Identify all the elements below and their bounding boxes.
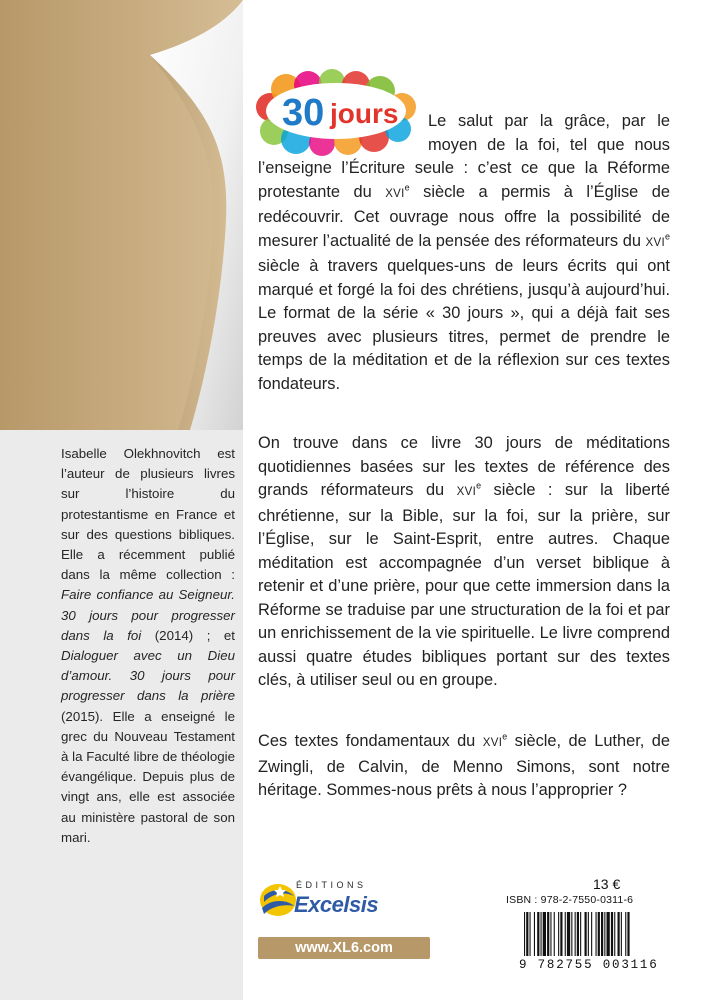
- bio-book-title-2: Dialoguer avec un Dieu d’amour. 30 jours pour progresser dans la prière: [61, 648, 235, 704]
- page-curl-graphic: [0, 0, 243, 430]
- barcode-bar: [585, 912, 587, 956]
- publisher-editions-label: ÉDITIONS: [296, 880, 367, 890]
- barcode-bar: [621, 912, 622, 956]
- barcode-bar: [537, 912, 539, 956]
- p3-text-1: Ces textes fondamentaux du: [258, 732, 483, 750]
- p3-text-2: siècle, de Luther, de Zwingli, de Calvin, de Menno Simons, sont notre héritage. Sommes-nous prêts à nous l’approprier ?: [258, 732, 670, 799]
- barcode-bar: [534, 912, 535, 956]
- century-numeral: XVI: [456, 486, 477, 498]
- publisher-name: Excelsis: [294, 892, 379, 917]
- barcode-bar: [577, 912, 579, 956]
- century-numeral: XVI: [645, 236, 665, 249]
- p2-text-2: siècle : sur la liberté chrétienne, sur la Bible, sur la foi, sur la prière, sur l’Église, sur le Saint-Esprit, entre autres. Chaque méditation est accompagnée d’un verset biblique à retenir et d’une prière, pour que cette immersion dans la Réforme se traduise par une structuration de la foi et par un enrichissement de la vie spirituelle. Le livre comprend aussi quatre études bibliques portant sur des textes clés, à utiliser seul ou en groupe.: [258, 481, 671, 689]
- logo-word: jours: [330, 98, 399, 129]
- intro-text-2: siècle a permis à l’Église de redécouvrir. Cet ouvrage nous offre la possibilité de mesurer l’actualité de la pensée des réformateurs du: [258, 182, 670, 250]
- publisher-url[interactable]: www.XL6.com: [258, 937, 430, 959]
- barcode-bar: [530, 912, 531, 956]
- century-numeral: XVI: [482, 737, 503, 749]
- barcode-bar: [571, 912, 572, 956]
- barcode-bar: [541, 912, 542, 956]
- barcode-bar: [588, 912, 589, 956]
- isbn: ISBN : 978-2-7550-0311-6: [506, 894, 634, 906]
- second-paragraph: [258, 432, 670, 693]
- intro-text-1: Le salut par la grâce, par le moyen de la foi, tel que nous l’enseigne l’Écriture seule : c’est ce que la Réforme protestante du: [258, 112, 670, 201]
- barcode-bar: [550, 912, 551, 956]
- barcode-bar: [554, 912, 555, 956]
- intro-paragraph: [258, 110, 670, 396]
- barcode-bar: [526, 912, 528, 956]
- p2-text-1: On trouve dans ce livre 30 jours de méditations quotidiennes basées sur les textes de référence des grands réformateurs du: [258, 434, 670, 499]
- logo-number: 30: [282, 92, 325, 134]
- barcode-bar: [625, 912, 626, 956]
- barcode-bar: [596, 912, 597, 956]
- superscript: e: [404, 182, 410, 193]
- third-paragraph: [258, 730, 670, 803]
- barcode-bar: [575, 912, 576, 956]
- barcode-bar: [567, 912, 570, 956]
- barcode-bar: [607, 912, 610, 956]
- barcode-bar: [601, 912, 603, 956]
- barcode-bar: [604, 912, 605, 956]
- intro-text-3: siècle à travers quelques-uns de leurs écrits qui ont marqué et forgé la foi des chrétiens, jusqu’à aujourd’hui. Le format de la série « 30 jours », qui a déjà fait ses preuves avec plusieurs titres, permet de prendre le temps de la méditation et de la réflexion sur ces textes fondateurs.: [258, 257, 670, 393]
- superscript: e: [476, 480, 482, 491]
- barcode-bar: [614, 912, 615, 956]
- barcode-bar: [618, 912, 620, 956]
- superscript: e: [664, 231, 670, 242]
- bio-text-3: (2015). Elle a enseigné le grec du Nouveau Testament à la Faculté libre de théologie évangélique. Depuis plus de vingt ans, elle est associée au ministère pastoral de son mari.: [61, 708, 235, 845]
- author-bio: [61, 444, 235, 848]
- bio-text-2: (2014) ; et: [141, 627, 235, 643]
- superscript: e: [502, 731, 508, 742]
- barcode-bar: [558, 912, 559, 956]
- barcode-bar: [591, 912, 592, 956]
- barcode-bar: [524, 912, 525, 956]
- barcode-bar: [565, 912, 566, 956]
- barcode-bar: [543, 912, 546, 956]
- century-numeral: XVI: [385, 187, 405, 200]
- barcode-bars: [516, 910, 672, 960]
- barcode-bar: [611, 912, 613, 956]
- barcode-bar: [580, 912, 581, 956]
- barcode-bar: [560, 912, 562, 956]
- barcode-bar: [598, 912, 600, 956]
- bio-book-title-1: Faire confiance au Seigneur. 30 jours pour progresser dans la foi: [61, 587, 235, 643]
- barcode-bar: [547, 912, 549, 956]
- barcode-number: 9 782755 003116: [519, 958, 659, 972]
- barcode-bar: [627, 912, 629, 956]
- price: 13 €: [593, 876, 621, 892]
- bio-text-1: Isabelle Olekhnovitch est l’auteur de plusieurs livres sur l’histoire du protestantisme en France et sur des questions bibliques. Elle a récemment publié dans la même collection :: [61, 446, 235, 583]
